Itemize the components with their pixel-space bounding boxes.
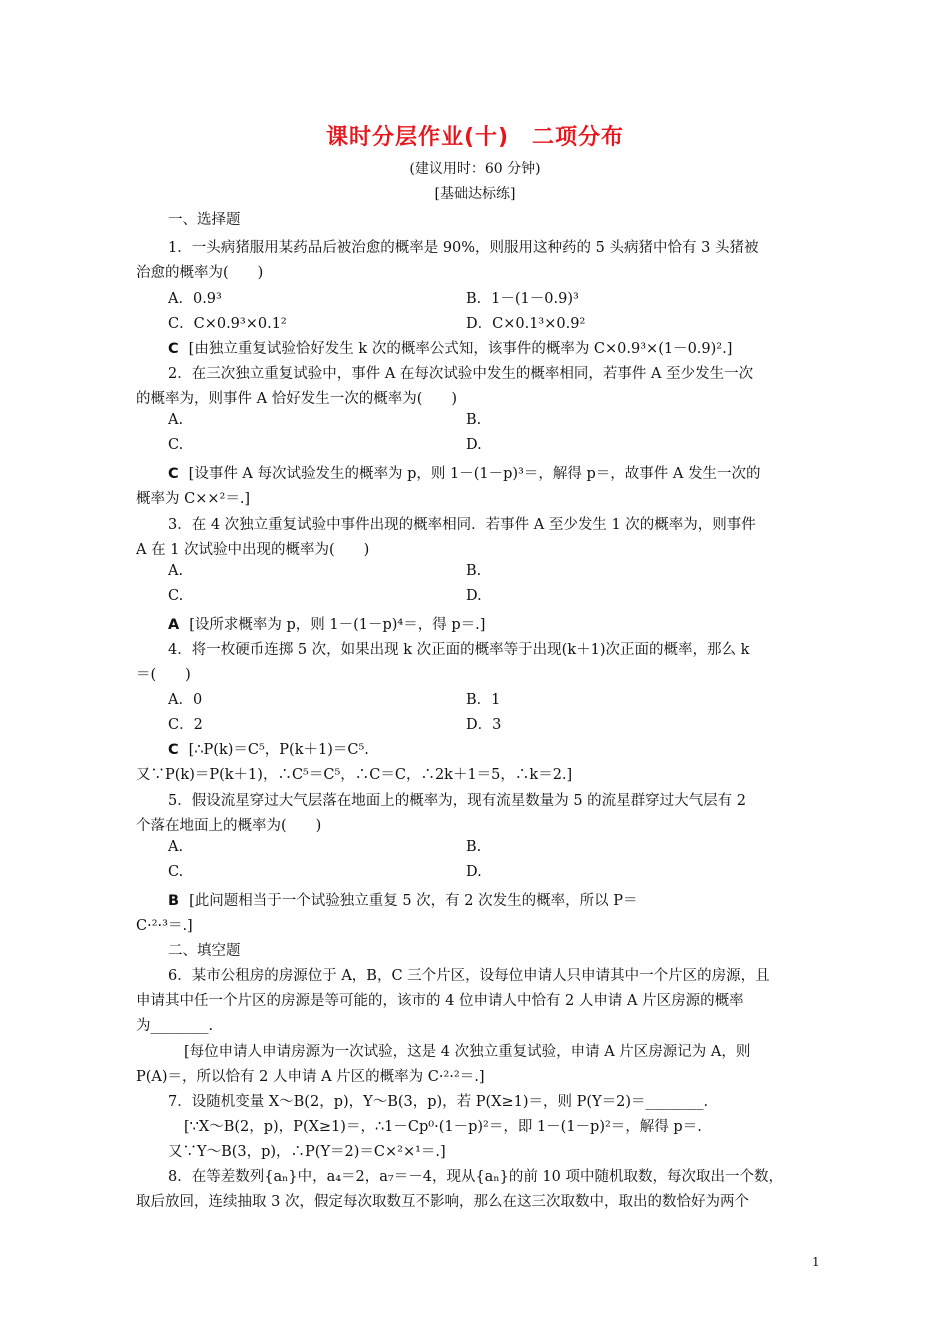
q1-stem-line2: 治愈的概率为( ) [136,265,264,281]
q5-solution [168,889,848,910]
q1-solution-text: [由独立重复试验恰好发生 k 次的概率公式知，该事件的概率为 C×0.9³×(1－0.9)².] [188,341,733,357]
q5-option-d: D. [466,864,482,880]
q5-option-b: B. [466,839,482,855]
q2-option-c: C. [168,437,184,453]
level-label: [基础达标练] [434,186,516,202]
q2-option-d: D. [466,437,482,453]
time-note: (建议用时：60 分钟) [409,161,541,177]
q5-option-c: C. [168,864,184,880]
section-heading-fill: 二、填空题 [168,943,241,959]
q4-option-a: A．0 [168,692,203,708]
q6-stem-line2: 申请其中任一个片区的房源是等可能的，该市的 4 位申请人中恰有 2 人申请 A 片区房源的概率 [136,993,744,1009]
q3-solution-text: [设所求概率为 p，则 1－(1－p)⁴＝，得 p＝.] [189,617,486,633]
q4-solution [168,738,848,759]
q5-stem-line1: 5．假设流星穿过大气层落在地面上的概率为，现有流星数量为 5 的流星群穿过大气层有 2 [168,793,746,809]
q4-stem-line1: 4．将一枚硬币连掷 5 次，如果出现 k 次正面的概率等于出现(k＋1)次正面的概率，那么 k [168,642,750,658]
q4-stem-line2: ＝( ) [136,667,191,683]
q1-option-a: A．0.9³ [168,291,222,307]
q3-option-d: D. [466,588,482,604]
q8-stem-line1: 8．在等差数列{aₙ}中，a₄＝2，a₇＝－4，现从{aₙ}的前 10 项中随机取数，每次取出一个数， [168,1169,783,1185]
q2-solution-line1: [设事件 A 每次试验发生的概率为 p，则 1－(1－p)³＝，解得 p＝，故事件 A 发生一次的 [188,466,761,482]
q2-stem-line1: 2．在三次独立重复试验中，事件 A 在每次试验中发生的概率相同，若事件 A 至少发生一次 [168,366,754,382]
q4-answer: C [168,742,179,758]
q4-solution-line2: 又∵P(k)＝P(k＋1)，∴C⁵＝C⁵，∴C＝C，∴2k＋1＝5，∴k＝2.] [136,767,573,783]
q2-answer: C [168,466,179,482]
q3-stem-line1: 3．在 4 次独立重复试验中事件出现的概率相同．若事件 A 至少发生 1 次的概率为，则事件 [168,517,756,533]
q6-solution-line1: [每位申请人申请房源为一次试验，这是 4 次独立重复试验，申请 A 片区房源记为 A，则 [184,1044,751,1060]
q1-answer: C [168,341,179,357]
q4-option-b: B．1 [466,692,501,708]
q2-option-b: B. [466,412,482,428]
q1-option-c: C．C×0.9³×0.1² [168,316,287,332]
q1-stem-line1: 1．一头病猪服用某药品后被治愈的概率是 90%，则服用这种药的 5 头病猪中恰有 3 头猪被 [168,240,759,256]
q4-option-d: D．3 [466,717,502,733]
q5-solution-line1: [此问题相当于一个试验独立重复 5 次，有 2 次发生的概率，所以 P＝ [189,893,638,909]
q8-stem-line2: 取后放回，连续抽取 3 次，假定每次取数互不影响，那么在这三次取数中，取出的数恰好为两个 [136,1194,749,1210]
q3-option-a: A. [168,563,184,579]
q1-solution [168,337,848,358]
q3-option-b: B. [466,563,482,579]
q6-solution-line2: P(A)＝，所以恰有 2 人申请 A 片区的概率为 C·²·²＝.] [136,1069,485,1085]
q5-option-a: A. [168,839,184,855]
q5-stem-line2: 个落在地面上的概率为( ) [136,818,322,834]
q1-option-d: D．C×0.1³×0.9² [466,316,586,332]
page-number: 1 [812,1255,820,1269]
q6-stem-line1: 6．某市公租房的房源位于 A，B，C 三个片区，设每位申请人只申请其中一个片区的房源，且 [168,968,770,984]
q4-solution-line1: [∴P(k)＝C⁵，P(k＋1)＝C⁵. [188,742,369,758]
q1-option-b: B．1－(1－0.9)³ [466,291,579,307]
q5-answer: B [168,893,180,909]
q6-stem-line3: 为________. [136,1018,214,1034]
q3-stem-line2: A 在 1 次试验中出现的概率为( ) [136,542,370,558]
q3-option-c: C. [168,588,184,604]
q2-option-a: A. [168,412,184,428]
q2-stem-line2: 的概率为，则事件 A 恰好发生一次的概率为( ) [136,391,458,407]
q5-solution-line2: C·²·³＝.] [136,918,193,934]
section-heading-choice: 一、选择题 [168,212,241,228]
q3-answer: A [168,617,180,633]
q7-solution-line1: [∵X～B(2，p)，P(X≥1)＝，∴1－Cp⁰·(1－p)²＝，即 1－(1－p)²＝，解得 p＝. [184,1119,702,1135]
q4-option-c: C．2 [168,717,203,733]
q3-solution [168,613,848,634]
q7-solution-line2: 又∵Y～B(3，p)，∴P(Y＝2)＝C×²×¹＝.] [168,1144,446,1160]
q2-solution [168,462,848,483]
q2-solution-line2: 概率为 C××²＝.] [136,491,251,507]
page-title: 课时分层作业(十) 二项分布 [325,125,625,150]
q7-stem: 7．设随机变量 X～B(2，p)，Y～B(3，p)，若 P(X≥1)＝，则 P(Y＝2)＝________. [168,1094,709,1110]
